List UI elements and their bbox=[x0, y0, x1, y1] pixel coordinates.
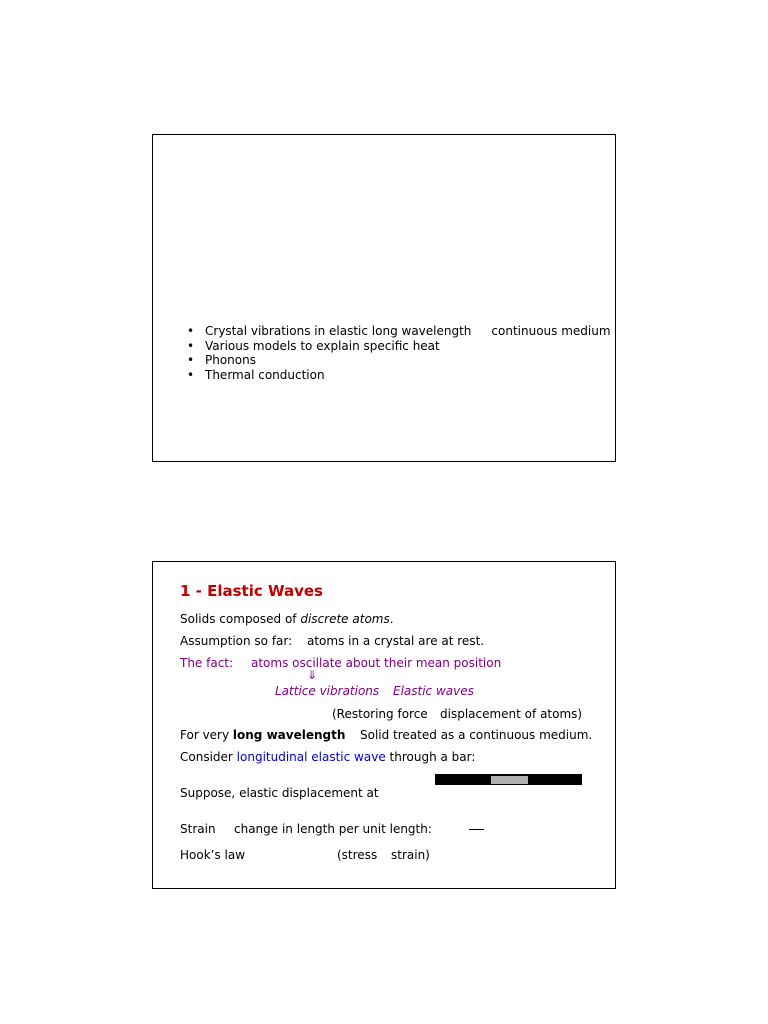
bullet-dot: • bbox=[187, 324, 195, 338]
bullet-item bbox=[187, 353, 611, 368]
text-continuous-medium: Solid treated as a continuous medium. bbox=[360, 728, 593, 742]
text-strain-label: Strain bbox=[180, 822, 216, 836]
bullet-dot: • bbox=[187, 367, 195, 382]
slide-title: 1 - Elastic Waves bbox=[180, 582, 323, 600]
text-segment: atoms in a crystal are at rest. bbox=[307, 634, 485, 648]
bold-text: long wavelength bbox=[232, 728, 346, 742]
bullet-item bbox=[187, 368, 611, 383]
text-line-solids bbox=[180, 612, 394, 626]
text-line-consider bbox=[180, 750, 475, 764]
text-line-assumption-detail bbox=[307, 634, 484, 648]
text-stress: (stress bbox=[337, 848, 378, 862]
bullet-item bbox=[187, 324, 611, 339]
text-line-fact-detail bbox=[251, 656, 501, 670]
text-displacement: displacement of atoms) bbox=[440, 707, 583, 721]
text-segment: Solids composed of bbox=[180, 612, 301, 626]
emphasis-text: discrete atoms bbox=[300, 612, 390, 626]
text-restoring-force: (Restoring force bbox=[332, 707, 428, 721]
bullet-list bbox=[187, 324, 611, 382]
text-lattice-vibrations: Lattice vibrations bbox=[275, 684, 380, 698]
text-line-assumption bbox=[180, 634, 292, 648]
text-hooks-law: Hook’s law bbox=[180, 848, 246, 862]
bullet-text: Phonons bbox=[205, 353, 256, 367]
bullet-text: Crystal vibrations in elastic long wavelength bbox=[205, 324, 472, 338]
bar-diagram bbox=[435, 774, 582, 785]
text-line-fact-label bbox=[180, 656, 233, 670]
bullet-dot: • bbox=[187, 353, 195, 367]
bullet-item bbox=[187, 339, 611, 354]
text-segment: through a bar: bbox=[385, 750, 476, 764]
text-strain-detail: change in length per unit length: bbox=[234, 822, 432, 836]
text-elastic-waves: Elastic waves bbox=[393, 684, 474, 698]
slide-1 bbox=[152, 134, 616, 462]
text-segment: For very bbox=[180, 728, 233, 742]
text-segment: Consider bbox=[180, 750, 237, 764]
bullet-extra-text: continuous medium bbox=[491, 324, 611, 338]
text-segment: atoms oscillate about their mean position bbox=[251, 656, 502, 670]
highlight-text: longitudinal elastic wave bbox=[236, 750, 386, 764]
down-arrow-icon: ⇓ bbox=[307, 668, 318, 682]
bar-segment bbox=[491, 776, 528, 784]
text-segment: The fact: bbox=[180, 656, 234, 670]
text-line-suppose: Suppose, elastic displacement at bbox=[180, 786, 379, 800]
text-strain: strain) bbox=[391, 848, 430, 862]
bullet-text: Various models to explain specific heat bbox=[205, 338, 440, 353]
text-segment: . bbox=[389, 612, 394, 626]
slide-2 bbox=[152, 561, 616, 889]
text-line-long-wavelength bbox=[180, 728, 345, 742]
text-segment: Assumption so far: bbox=[180, 634, 293, 648]
bullet-dot: • bbox=[187, 338, 195, 353]
fraction-bar bbox=[469, 829, 484, 830]
bullet-text: Thermal conduction bbox=[205, 367, 325, 382]
